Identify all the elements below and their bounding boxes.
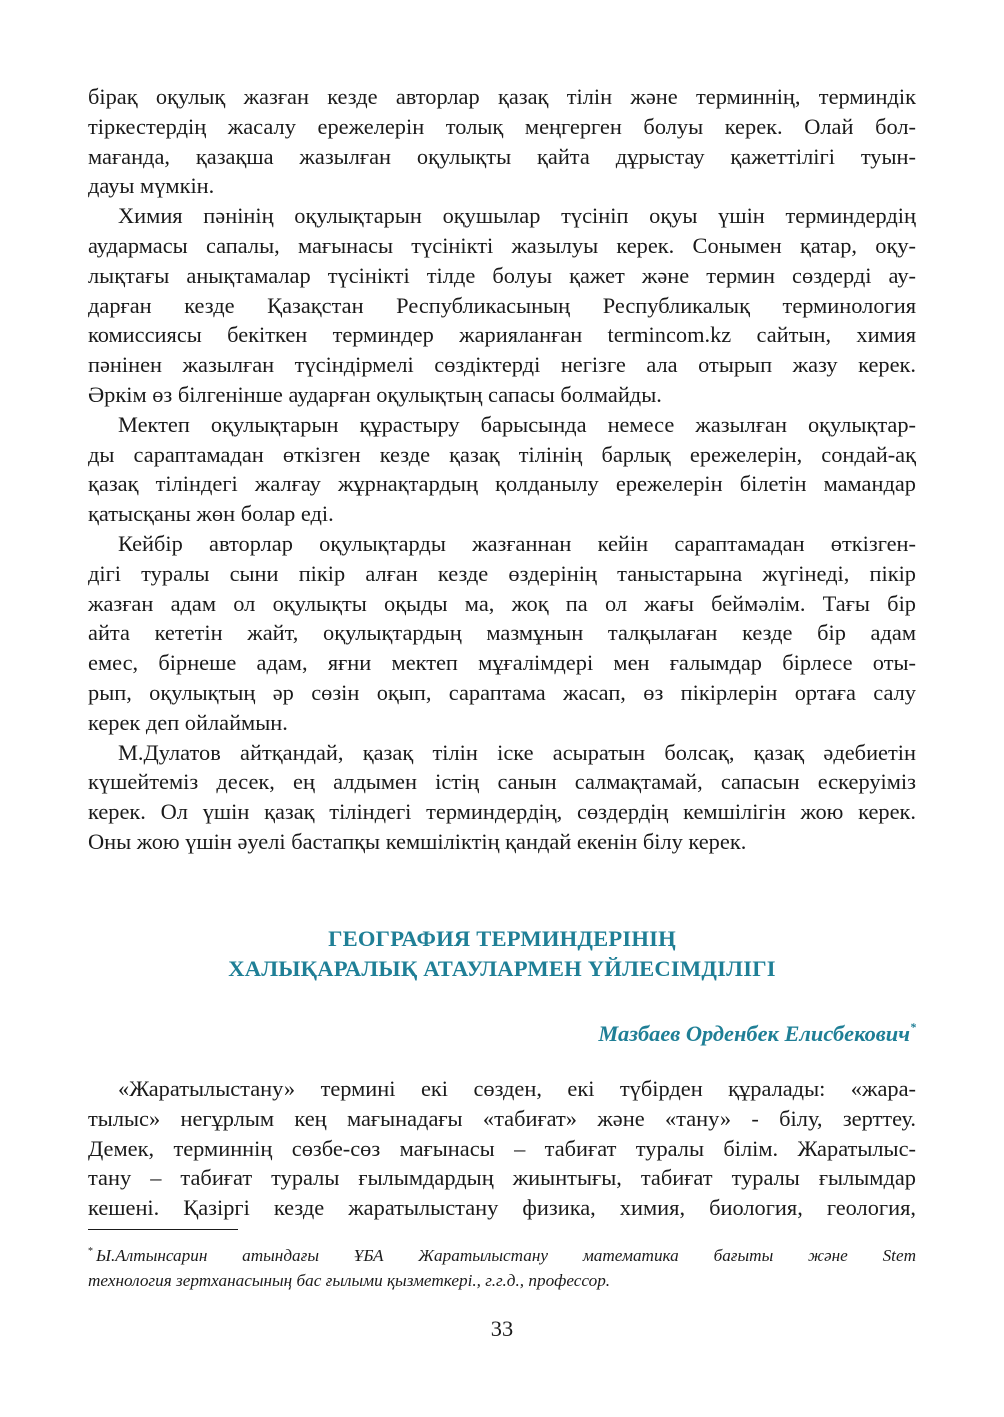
text-line: Оны жою үшін әуелі бастапқы кемшіліктің қандай екенін білу керек. [88, 828, 747, 854]
text-line: «Жаратылыстану» термині екі сөзден, екі түбірден құралады: «жара- [118, 1076, 916, 1101]
text-line: М.Дулатов айтқандай, қазақ тілін іске асыратын болсақ, қазақ әдебиетін [118, 739, 916, 765]
paragraph-1 [88, 82, 916, 201]
text-line: дарған кезде Қазақстан Республикасының Республикалық терминология [88, 292, 916, 318]
text-line: тылыс» негұрлым кең мағынадағы «табиғат» және «тану» - білу, зерттеу. [88, 1105, 916, 1131]
text-line: Мектеп оқулықтарын құрастыру барысында немесе жазылған оқулықтар- [118, 411, 916, 437]
text-line: керек деп ойлаймын. [88, 709, 288, 735]
footnote-divider [88, 1229, 238, 1230]
author-text: Мазбаев Орденбек Елисбекович [598, 1021, 910, 1046]
footnote-line-1 [88, 1239, 916, 1268]
text-line: Демек, терминнің сөзбе-сөз мағынасы – табиғат туралы білім. Жаратылыс- [88, 1135, 916, 1161]
text-line: айта кететін жайт, оқулықтардың мазмұнын талқылаған кезде бір адам [88, 620, 916, 646]
text-line: дауы мүмкін. [88, 173, 215, 199]
page-number: 33 [490, 1316, 514, 1341]
text-line: ды сараптамадан өткізген кезде қазақ тілінің барлық ережелерін, сондай-ақ [88, 441, 916, 467]
main-text [88, 82, 916, 857]
footnote-text-1: Ы.Алтынсарин атындағы ҰБА Жаратылыстану математика бағыты және Stem [96, 1246, 916, 1265]
text-line: қатысқаны жөн болар еді. [88, 501, 334, 527]
text-line: күшейтеміз десек, ең алдымен істің санын салмақтамай, сапасын ескеруіміз [88, 769, 916, 795]
text-line: тіркестердің жасалу ережелерін толық меңгерген болуы керек. Олай бол- [88, 113, 916, 139]
text-line: қазақ тіліндегі жалғау жұрнақтардың қолданылу ережелерін білетін мамандар [88, 471, 916, 497]
paragraph-4 [88, 529, 916, 738]
section-title-line-2: ХАЛЫҚАРАЛЫҚ АТАУЛАРМЕН ҮЙЛЕСІМДІЛІГІ [228, 956, 776, 981]
text-line: Кейбір авторлар оқулықтарды жазғаннан кейін сараптамадан өткізген- [118, 530, 916, 556]
text-line: рып, оқулықтың әр сөзін оқып, сараптама жасап, өз пікірлерін ортаға салу [88, 679, 916, 705]
text-line: дігі туралы сыни пікір алған кезде өздерінің таныстарына жүгінеді, пікір [88, 560, 916, 586]
paragraph-2 [88, 201, 916, 410]
author-name [598, 1012, 916, 1049]
text-line: бірақ оқулық жазған кезде авторлар қазақ тілін және терминнің, терминдік [88, 84, 916, 109]
text-line: кешені. Қазіргі кезде жаратылыстану физика, химия, биология, геология, [88, 1195, 916, 1221]
text-line: комиссиясы бекіткен терминдер жарияланған termincom.kz сайтын, химия [88, 322, 916, 348]
text-line: Әркім өз білгенінше аударған оқулықтың сапасы болмайды. [88, 381, 662, 407]
footnote-mark: * [88, 1246, 93, 1257]
text-line: аудармасы сапалы, мағынасы түсінікті жазылуы керек. Сонымен қатар, оқу- [88, 232, 916, 258]
footnote [88, 1239, 916, 1293]
author-footnote-mark: * [910, 1020, 916, 1034]
text-line: Химия пәнінің оқулықтарын оқушылар түсініп оқуы үшін терминдердің [118, 203, 916, 229]
text-line: емес, бірнеше адам, яғни мектеп мұғалімдері мен ғалымдар бірлесе оты- [88, 650, 916, 676]
section-title [88, 924, 916, 984]
footnote-line-2: технология зертханасының бас ғылыми қызметкері., г.г.д., профессор. [88, 1271, 611, 1290]
text-line: керек. Ол үшін қазақ тіліндегі терминдердің, сөздердің кемшілігін жою керек. [88, 799, 916, 825]
section-title-line-1: ГЕОГРАФИЯ ТЕРМИНДЕРІНІҢ [328, 926, 676, 951]
section-body [88, 1074, 916, 1223]
text-line: мағанда, қазақша жазылған оқулықты қайта дұрыстау қажеттілігі туын- [88, 143, 916, 169]
text-line: жазған адам ол оқулықты оқыды ма, жоқ па ол жағы беймәлім. Тағы бір [88, 590, 916, 616]
text-line: тану – табиғат туралы ғылымдардың жиынтығы, табиғат туралы ғылымдар [88, 1165, 916, 1191]
paragraph-5 [88, 738, 916, 857]
paragraph-3 [88, 410, 916, 529]
text-line: пәнінен жазылған түсіндірмелі сөздіктерді негізге ала отырып жазу керек. [88, 352, 916, 378]
text-line: лықтағы анықтамалар түсінікті тілде болуы қажет және термин сөздерді ау- [88, 262, 916, 288]
